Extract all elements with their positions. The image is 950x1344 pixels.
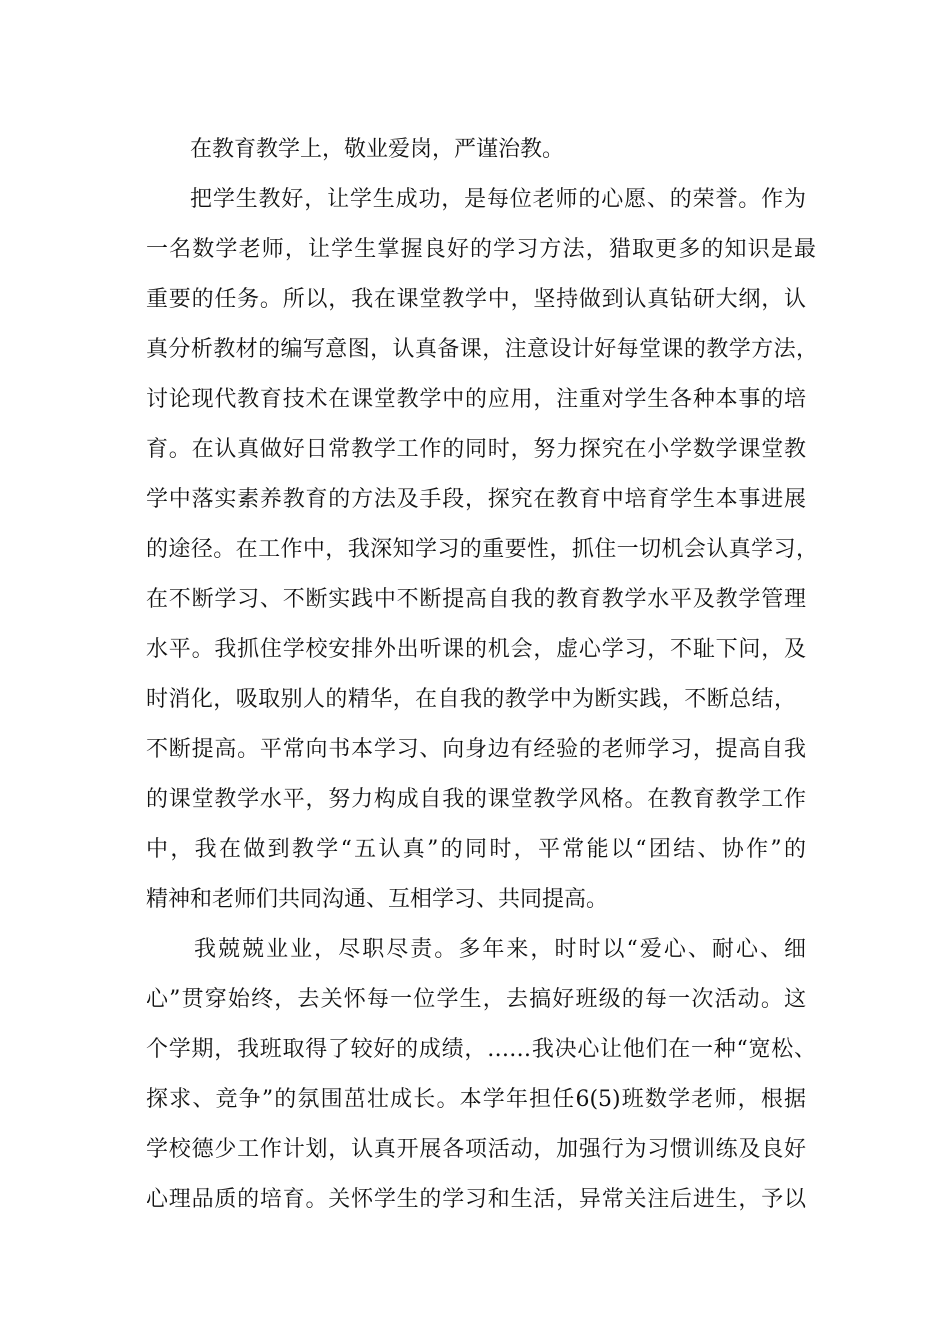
paragraph-2-line-11: 时消化，吸取别人的精华，在自我的教学中为断实践，不断总结， [146, 687, 796, 712]
paragraph-2-line-5: 讨论现代教育技术在课堂教学中的应用，注重对学生各种本事的培 [146, 387, 806, 412]
paragraph-2-line-9: 在不断学习、不断实践中不断提高自我的教育教学水平及教学管理 [146, 587, 806, 612]
paragraph-2-line-14: 中，我在做到教学“五认真”的同时，平常能以“团结、协作”的 [146, 837, 806, 862]
paragraph-2-line-2: 一名数学老师，让学生掌握良好的学习方法，猎取更多的知识是最 [146, 237, 816, 262]
paragraph-3-line-4: 探求、竞争”的氛围茁壮成长。本学年担任6(5)班数学老师，根据 [146, 1087, 806, 1112]
paragraph-2-line-1: 把学生教好，让学生成功，是每位老师的心愿、的荣誉。作为 [190, 187, 806, 212]
paragraph-1-line-1: 在教育教学上，敬业爱岗，严谨治教。 [190, 137, 565, 162]
paragraph-3-line-5: 学校德少工作计划，认真开展各项活动，加强行为习惯训练及良好 [146, 1137, 806, 1162]
paragraph-2-line-15: 精神和老师们共同沟通、互相学习、共同提高。 [146, 887, 609, 912]
paragraph-2-line-13: 的课堂教学水平，努力构成自我的课堂教学风格。在教育教学工作 [146, 787, 806, 812]
paragraph-2-line-6: 育。在认真做好日常教学工作的同时，努力探究在小学数学课堂教 [146, 437, 806, 462]
paragraph-3-line-2: 心”贯穿始终，去关怀每一位学生，去搞好班级的每一次活动。这 [146, 987, 806, 1012]
paragraph-2-line-7: 学中落实素养教育的方法及手段，探究在教育中培育学生本事进展 [146, 487, 806, 512]
paragraph-2-line-8: 的途径。在工作中，我深知学习的重要性，抓住一切机会认真学习， [146, 537, 818, 562]
paragraph-3-line-3: 个学期，我班取得了较好的成绩，……我决心让他们在一种“宽松、 [146, 1037, 816, 1062]
paragraph-3-line-1: 我兢兢业业，尽职尽责。多年来，时时以“爱心、耐心、细 [194, 937, 806, 962]
paragraph-2-line-12: 不断提高。平常向书本学习、向身边有经验的老师学习，提高自我 [146, 737, 806, 762]
paragraph-2-line-10: 水平。我抓住学校安排外出听课的机会，虚心学习，不耻下问，及 [146, 637, 806, 662]
paragraph-2-line-4: 真分析教材的编写意图，认真备课，注意设计好每堂课的教学方法， [146, 337, 818, 362]
paragraph-2-line-3: 重要的任务。所以，我在课堂教学中，坚持做到认真钻研大纲，认 [146, 287, 806, 312]
paragraph-3-line-6: 心理品质的培育。关怀学生的学习和生活，异常关注后进生，予以 [146, 1187, 806, 1212]
